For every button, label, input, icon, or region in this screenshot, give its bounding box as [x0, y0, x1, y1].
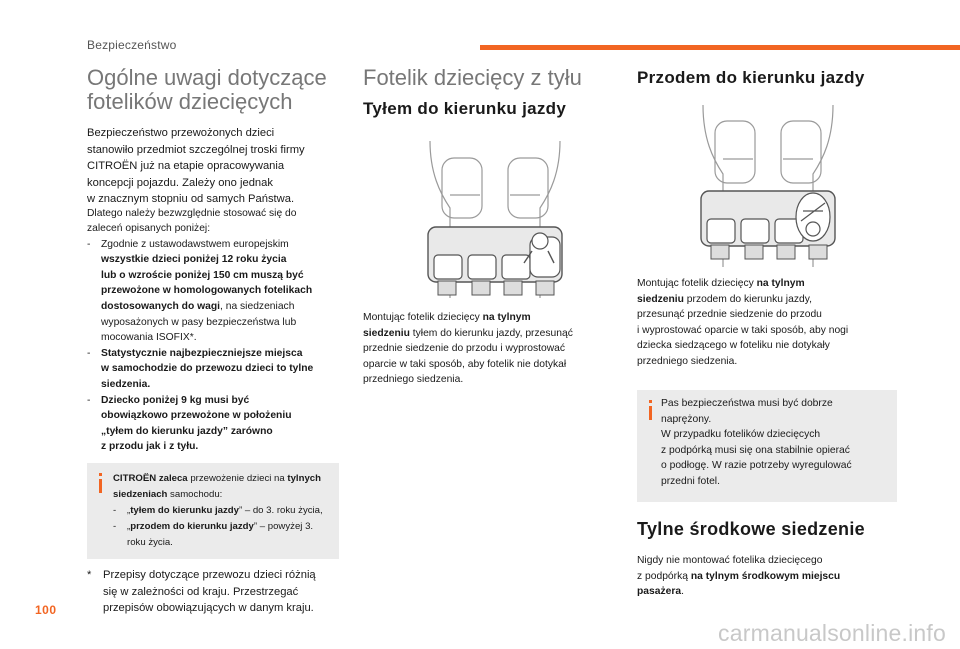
forward-facing-paragraph: Montując fotelik dziecięcy na tylnym siedzeniu przodem do kierunku jazdy, przesunąć przednie siedzenie do przodu i wyprostować oparcie w taki sposób, aby nogi dziecka siedzącego w foteliku nie dotykały przedniego siedzenia.: [637, 278, 849, 367]
section-label: Bezpieczeństwo: [87, 38, 177, 52]
info-icon: [95, 473, 106, 493]
rearward-facing-subtitle: Tyłem do kierunku jazdy: [363, 99, 567, 118]
seatbelt-note: Pas bezpieczeństwa musi być dobrze naprężony. W przypadku fotelików dziecięcych z podpórką musi się ona stabilnie opierać o podłogę. W razie potrzeby wyregulować przedni fotel.: [637, 390, 897, 502]
rearward-facing-car-illustration: [420, 133, 570, 303]
rear-center-seat-subtitle: Tylne środkowe siedzenie: [637, 519, 865, 539]
column-rear-child-seat: [363, 66, 625, 119]
column-forward-facing: [637, 66, 899, 90]
general-remarks-title: [87, 66, 349, 114]
title-line-2: fotelików dziecięcych: [87, 89, 293, 114]
bullet-item: - Dziecko poniżej 9 kg musi być obowiązkowo przewożone w położeniu „tyłem do kierunku jazdy” zarówno z przodu jak i z tyłu.: [87, 394, 292, 453]
rearward-facing-paragraph: Montując fotelik dziecięcy na tylnym siedzeniu tyłem do kierunku jazdy, przesunąć przednie siedzenie do przodu i wyprostować oparcie w taki sposób, aby fotelik nie dotykał przedniego siedzenia.: [363, 312, 573, 386]
rear-child-seat-title: Fotelik dziecięcy z tyłu: [363, 65, 582, 90]
rear-center-seat-paragraph: Nigdy nie montować fotelika dziecięcego z podpórką na tylnym środkowym miejscu pasażera.: [637, 555, 841, 598]
forward-facing-car-illustration: [693, 99, 843, 271]
forward-facing-subtitle: Przodem do kierunku jazdy: [637, 68, 865, 87]
recommendation-note: CITROËN zaleca przewożenie dzieci na tylnych siedzeniach samochodu: - „tyłem do kierunku jazdy” – do 3. roku życia, - „przodem do kierunku jazdy” – powyżej 3. roku życia.: [87, 463, 339, 559]
watermark: carmanualsonline.info: [718, 620, 946, 646]
bullet-item: - Zgodnie z ustawodawstwem europejskim wszystkie dzieci poniżej 12 roku życia lub o wzroście poniżej 150 cm muszą być przewożone w homologowanych fotelikach dostosowanych do wagi, na siedzeniach wyposażonych w pasy bezpieczeństwa lub mocowania ISOFIX*.: [87, 238, 313, 344]
bullet-item: - Statystycznie najbezpieczniejsze miejsca w samochodzie do przewozu dzieci to tylne siedzenia.: [87, 347, 314, 391]
footnote: * Przepisy dotyczące przewozu dzieci różnią się w zależności od kraju. Przestrzegać przepisów obowiązujących w danym kraju.: [87, 569, 316, 614]
intro-paragraph-2: Dlatego należy bezwzględnie stosować się do zaleceń opisanych poniżej:: [87, 207, 297, 235]
column-general-remarks: [87, 66, 349, 617]
info-icon: [645, 400, 656, 420]
intro-paragraph: Bezpieczeństwo przewożonych dzieci stanowiło przedmiot szczególnej troski firmy CITROËN już na etapie opracowywania koncepcji pojazdu. Zależy ono jednak w znacznym stopniu od samych Państwa.: [87, 127, 305, 205]
header-accent-bar: [480, 45, 960, 50]
title-line-1: Ogólne uwagi dotyczące: [87, 65, 327, 90]
page-number: 100: [35, 603, 57, 617]
